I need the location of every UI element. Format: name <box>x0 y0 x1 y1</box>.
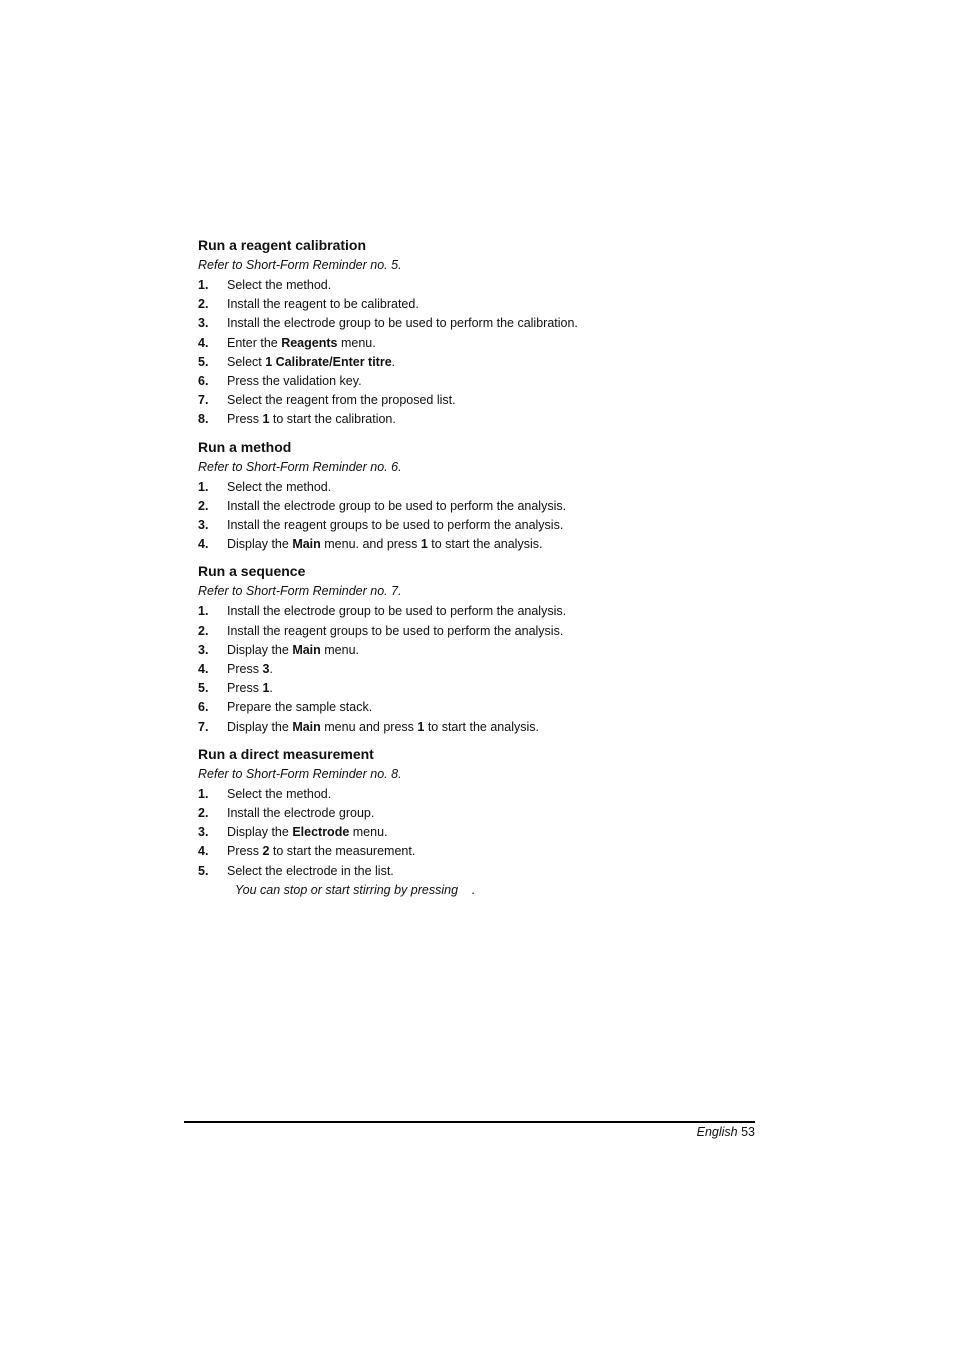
step <box>198 478 758 497</box>
step-text: Select the reagent from the proposed list. <box>227 393 456 408</box>
step <box>198 516 758 535</box>
step-number: 8. <box>198 412 209 427</box>
step-number: 3. <box>198 825 209 840</box>
step-number: 4. <box>198 844 209 859</box>
step-keyword: 1 <box>417 719 425 734</box>
step-number: 4. <box>198 662 209 677</box>
step <box>198 410 758 429</box>
stirring-note: You can stop or start stirring by pressing . <box>235 882 476 897</box>
step-keyword: 1 <box>262 412 270 427</box>
step-text: Press <box>227 844 263 859</box>
step-text: Display the <box>227 642 293 657</box>
step-keyword: Main <box>292 537 321 552</box>
step-list <box>198 785 758 881</box>
section <box>198 438 758 555</box>
reference-note: Refer to Short-Form Reminder no. 5. <box>198 258 402 272</box>
step-text: . <box>269 662 273 677</box>
step-text: Install the reagent groups to be used to perform the analysis. <box>227 518 564 533</box>
step-keyword: Main <box>292 642 321 657</box>
step-text: menu. <box>349 825 388 840</box>
step-text: Enter the <box>227 335 282 350</box>
step <box>198 372 758 391</box>
step-number: 5. <box>198 681 209 696</box>
step-number: 2. <box>198 498 209 513</box>
page-content <box>198 236 758 900</box>
section-title: Run a method <box>198 438 292 455</box>
step-number: 4. <box>198 335 209 350</box>
step-text: . <box>391 354 396 369</box>
step-text: menu. and press <box>320 537 421 552</box>
step-keyword: 2 <box>262 844 270 859</box>
step-text: Select the electrode in the list. <box>227 863 394 878</box>
step-number: 7. <box>198 719 209 734</box>
step <box>198 804 758 823</box>
step <box>198 842 758 861</box>
step-number: 6. <box>198 374 209 389</box>
section-title: Run a sequence <box>198 563 306 580</box>
step-text: Select the method. <box>227 278 332 292</box>
step-list <box>198 602 758 736</box>
step <box>198 698 758 717</box>
step <box>198 602 758 621</box>
step <box>198 622 758 641</box>
step <box>198 334 758 353</box>
step <box>198 295 758 314</box>
step-number: 5. <box>198 354 209 369</box>
reference-note: Refer to Short-Form Reminder no. 7. <box>198 584 402 599</box>
step <box>198 497 758 516</box>
footer-language: English <box>696 1125 738 1139</box>
step-number: 3. <box>198 642 209 657</box>
step <box>198 641 758 660</box>
step-text: Display the <box>227 537 293 552</box>
step-keyword: Reagents <box>281 335 338 350</box>
section <box>198 562 758 736</box>
step-number: 2. <box>198 623 209 638</box>
step-text: Select the method. <box>227 786 332 801</box>
step-text: to start the calibration. <box>269 412 396 427</box>
step-text: Install the electrode group to be used to perform the analysis. <box>227 498 567 513</box>
step-text: Install the electrode group. <box>227 806 375 821</box>
step <box>198 314 758 333</box>
step-text: Display the <box>227 825 293 840</box>
step-number: 2. <box>198 297 209 312</box>
step-number: 1. <box>198 786 209 801</box>
step-keyword: 1 Calibrate/Enter titre <box>265 354 392 369</box>
step <box>198 679 758 698</box>
step-text: to start the analysis. <box>427 537 543 552</box>
step <box>198 276 758 295</box>
step-text: . <box>269 681 273 696</box>
step <box>198 785 758 804</box>
step-keyword: 1 <box>262 681 270 696</box>
step <box>198 535 758 554</box>
step-text: menu. <box>320 642 360 657</box>
step-number: 5. <box>198 863 209 878</box>
step-text: Press <box>227 412 263 427</box>
step-text: Press the validation key. <box>227 374 362 389</box>
section-title: Run a reagent calibration <box>198 237 367 253</box>
step-text: Select the method. <box>227 479 332 494</box>
step-number: 4. <box>198 537 209 552</box>
step-text: Prepare the sample stack. <box>227 700 373 715</box>
step-text: Install the reagent groups to be used to perform the analysis. <box>227 623 564 638</box>
step <box>198 660 758 679</box>
step-keyword: Electrode <box>292 825 350 840</box>
step-text: Display the <box>227 719 293 734</box>
page-footer <box>697 1125 755 1139</box>
step-number: 6. <box>198 700 209 715</box>
step-list <box>198 276 758 430</box>
step-number: 7. <box>198 393 209 408</box>
step-text: Install the electrode group to be used to perform the calibration. <box>227 316 578 331</box>
section <box>198 236 758 430</box>
step-text: menu. <box>337 335 376 350</box>
step <box>198 823 758 842</box>
step-keyword: 3 <box>262 662 270 677</box>
step-text: to start the analysis. <box>424 719 539 734</box>
section-title: Run a direct measurement <box>198 745 374 762</box>
step-number: 1. <box>198 278 209 292</box>
step-text: Install the reagent to be calibrated. <box>227 297 419 312</box>
step-keyword: Main <box>292 719 321 734</box>
step <box>198 718 758 737</box>
step <box>198 862 758 881</box>
step-number: 1. <box>198 479 209 494</box>
step-number: 2. <box>198 806 209 821</box>
step-text: menu and press <box>320 719 418 734</box>
step-number: 1. <box>198 604 209 619</box>
step-text: Select <box>227 354 266 369</box>
footer-rule <box>184 1121 755 1123</box>
step-text: Install the electrode group to be used to perform the analysis. <box>227 604 567 619</box>
step-keyword: 1 <box>420 537 428 552</box>
step <box>198 353 758 372</box>
section <box>198 745 758 900</box>
step-number: 3. <box>198 518 209 533</box>
step-text: Press <box>227 662 263 677</box>
page-number: 53 <box>741 1125 755 1139</box>
step-number: 3. <box>198 316 209 331</box>
step-text: to start the measurement. <box>269 844 416 859</box>
step-list <box>198 478 758 555</box>
reference-note: Refer to Short-Form Reminder no. 6. <box>198 459 402 474</box>
reference-note: Refer to Short-Form Reminder no. 8. <box>198 766 402 781</box>
step-text: Press <box>227 681 263 696</box>
step <box>198 391 758 410</box>
